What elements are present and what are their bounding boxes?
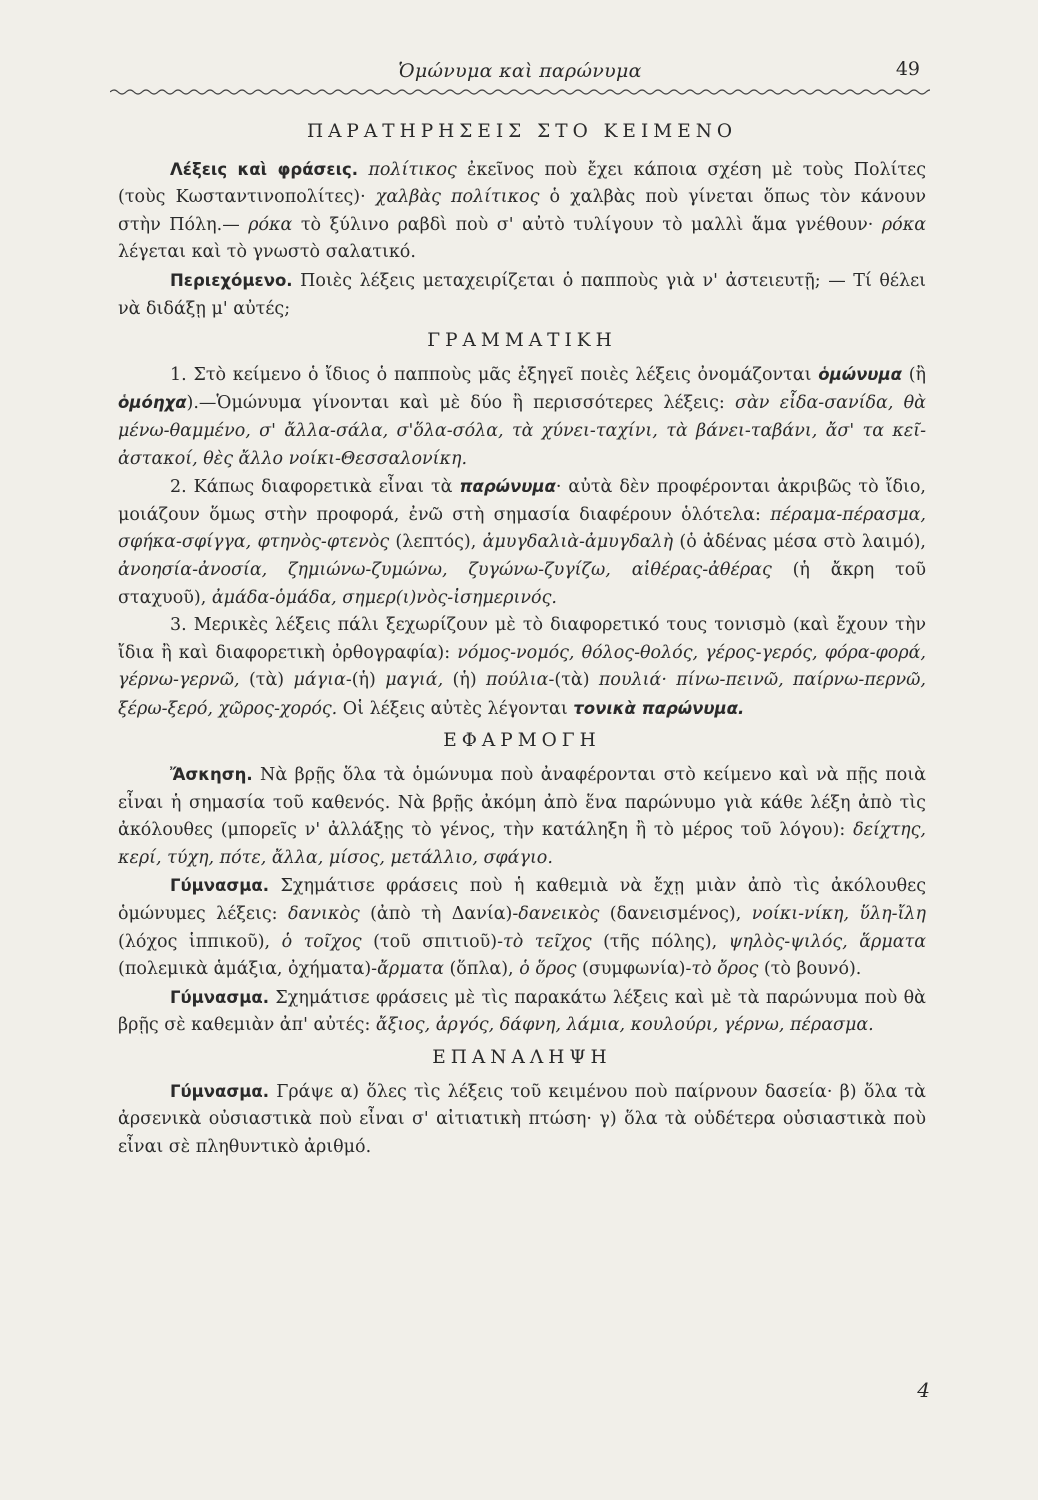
text-run: ὁ χαλβὰς ποὺ γίνεται ὅπως τὸν κάνουν στὴν Πόλη.— — [118, 187, 926, 235]
text-run: (ἡ) — [443, 670, 487, 691]
running-header — [110, 58, 930, 98]
text-run: ἄξιος, ἀργός, δάφνη, λάμια, κουλούρι, γέρνω, πέρασμα. — [375, 1015, 874, 1036]
text-run: σὰν εἶδα-σανίδα, θὰ μένω-θαμμένο, σ' ἄλλα-σάλα, σ'ὅλα-σόλα, τὰ χύνει-ταχίνι, τὰ βάνει-ταβάνι, ἄσ' τα κεῖ-ἀστακοί, θὲς ἄλλο νοίκι-Θεσσαλονίκη. — [118, 393, 926, 469]
text-run: (συμφωνία)- — [576, 959, 692, 980]
text-run: ψηλὸς-ψιλός, ἅρματα — [728, 931, 927, 952]
text-run: Νὰ βρῇς ὅλα τὰ ὁμώνυμα ποὺ ἀναφέρονται στὸ κείμενο καὶ νὰ πῇς ποιὰ εἶναι ἡ σημασία τοῦ καθενός. Νὰ βρῇς ἀκόμη ἀπὸ ἕνα παρώνυμο γιὰ κάθε λέξη ἀπὸ τὶς ἀκόλουθες (μπορεῖς ν' ἀλλάξῃς τὸ γένος, τὴν κατάληξη ἢ τὸ μέρος τοῦ λόγου): — [118, 765, 926, 841]
text-run: παρώνυμα — [459, 477, 556, 497]
text-run: νόμος-νομός, θόλος-θολός, γέρος-γερός, φόρα-φορά, γέρνω-γερνῶ, — [118, 642, 926, 691]
gymnasma-1-label: Γύμνασμα. — [170, 876, 269, 896]
review-gymnasma-text: Γράψε α) ὅλες τὶς λέξεις τοῦ κειμένου ποὺ παίρνουν δασεία· β) ὅλα τὰ ἀρσενικὰ οὐσιαστικὰ ποὺ εἶναι σ' αἰτιατικὴ πτώση· γ) ὅλα τὰ οὐδέτερα οὐσιαστικὰ ποὺ εἶναι σὲ πληθυντικὸ ἀριθμό. — [118, 1081, 926, 1157]
text-run: (τῆς πόλης), — [591, 931, 729, 952]
text-run: πουλιά· πίνω-πεινῶ, παίρνω-περνῶ, ξέρω-ξερό, χῶρος-χορός. — [118, 670, 926, 719]
askisi-label: Ἄσκηση. — [170, 765, 253, 785]
signature-folio: 4 — [917, 1378, 930, 1402]
text-run: ὁ τοῖχος — [281, 931, 362, 952]
text-run: ἀμάδα-ὁμάδα, σημερ(ι)νὸς-ἰσημερινός. — [211, 587, 557, 608]
periexomeno-text: Ποιὲς λέξεις μεταχειρίζεται ὁ παπποὺς γιὰ ν' ἀστειευτῇ; — Τί θέλει νὰ διδάξῃ μ' αὐτές; — [118, 270, 926, 319]
lexeis-label: Λέξεις καὶ φράσεις. — [170, 159, 359, 179]
text-run: (λόχος ἱππικοῦ), — [118, 931, 282, 952]
text-run: -(ἡ) — [345, 670, 386, 691]
text-run: ἐκεῖνος ποὺ ἔχει κάποια σχέση μὲ τοὺς Πολίτες (τοὺς Κωσταντινοπολίτες)· — [118, 159, 926, 208]
text-run: μάγια — [293, 670, 346, 691]
text-run: (τὰ) — [239, 670, 294, 691]
running-title: Ὁμώνυμα καὶ παρώνυμα — [398, 60, 642, 82]
text-run: ὁ ὅρος — [519, 959, 577, 980]
text-run: πέραμα-πέρασμα, σφήκα-σφίγγα, φτηνὸς-φτενὸς — [118, 504, 926, 553]
text-run: τὸ τεῖχος — [503, 931, 592, 952]
text-run: Σχημάτισε φράσεις ποὺ ἡ καθεμιὰ νὰ ἔχῃ μιὰν ἀπὸ τὶς ἀκόλουθες ὁμώνυμες λέξεις: — [118, 876, 926, 925]
grammar-paragraph-1 — [118, 361, 926, 473]
text-run — [358, 160, 368, 180]
text-run: ὁμόηχα — [118, 393, 187, 413]
askisi-paragraph — [118, 761, 926, 872]
text-run: (ἡ ἄκρη τοῦ σταχυοῦ), — [118, 559, 926, 608]
grammar-heading: ΓΡΑΜΜΑΤΙΚΗ — [427, 330, 617, 352]
notes-lexeis-paragraph — [118, 156, 926, 267]
text-run: χαλβὰς πολίτικος — [375, 187, 540, 208]
text-run: ἀνοησία-ἀνοσία, ζημιώνω-ζυμώνω, ζυγώνω-ζυγίζω, αἰθέρας-ἀθέρας — [118, 559, 772, 580]
text-run: 1. Στὸ κείμενο ὁ ἴδιος ὁ παπποὺς μᾶς ἐξηγεῖ ποιὲς λέξεις ὀνομάζονται — [170, 364, 819, 385]
text-run: Οἱ λέξεις αὐτὲς λέγονται — [337, 698, 574, 719]
text-run: νοίκι-νίκη, ὕλη-ἴλη — [751, 904, 927, 925]
wavy-rule-divider — [110, 86, 930, 98]
text-run: · αὐτὰ δὲν προφέρονται ἀκριβῶς τὸ ἴδιο, μοιάζουν ὅμως στὴν προφορά, ἐνῶ στὴ σημασία διαφέρουν ὁλότελα: — [118, 477, 926, 525]
text-run: 2. Κάπως διαφορετικὰ εἶναι τὰ — [170, 477, 460, 498]
text-run: ὁμώνυμα — [818, 364, 902, 384]
text-run: δανεικὸς — [518, 904, 600, 925]
text-run: λέγεται καὶ τὸ γνωστὸ σαλατικό. — [118, 242, 416, 263]
text-run: (δανεισμένος), — [599, 904, 752, 925]
grammar-paragraph-3 — [118, 612, 926, 723]
text-run: (ἢ — [901, 364, 927, 385]
text-run: τὸ ὄρος — [691, 959, 759, 980]
notes-heading: ΠΑΡΑΤΗΡΗΣΕΙΣ ΣΤΟ ΚΕΙΜΕΝΟ — [306, 121, 738, 142]
application-heading: ΕΦΑΡΜΟΓΗ — [443, 730, 601, 752]
text-run: τὸ ξύλινο ραβδὶ ποὺ σ' αὐτὸ τυλίγουν τὸ μαλλὶ ἅμα γνέθουν· — [292, 214, 882, 235]
text-run: Σχημάτισε φράσεις μὲ τὶς παρακάτω λέξεις καὶ μὲ τὰ παρώνυμα ποὺ θὰ βρῇς σὲ καθεμιὰν ἀπ' αὐτές: — [118, 987, 926, 1036]
gymnasma-2-paragraph — [118, 984, 926, 1040]
text-run: (τὸ βουνό). — [758, 959, 862, 980]
text-run: ).—Ὁμώνυμα γίνονται καὶ μὲ δύο ἢ περισσότερες λέξεις: — [186, 393, 736, 414]
text-run: δείχτης, κερί, τύχη, πότε, ἄλλα, μίσος, μετάλλιο, σφάγιο. — [118, 820, 926, 868]
review-gymnasma-label: Γύμνασμα. — [170, 1081, 269, 1101]
gymnasma-1-paragraph — [118, 872, 926, 983]
text-run: ρόκα — [881, 214, 927, 235]
text-run: ἄρματα — [377, 959, 444, 980]
review-heading: ΕΠΑΝΑΛΗΨΗ — [432, 1047, 612, 1068]
notes-periexomeno-paragraph — [118, 267, 926, 323]
text-run: (ὁ ἀδένας μέσα στὸ λαιμό), — [673, 532, 926, 553]
text-run: ἀμυγδαλιὰ-ἀμυγδαλὴ — [482, 532, 674, 553]
text-run: τονικὰ παρώνυμα. — [573, 698, 745, 718]
grammar-paragraph-2 — [118, 473, 926, 612]
text-run: πούλια — [486, 670, 549, 691]
gymnasma-2-label: Γύμνασμα. — [170, 987, 269, 1007]
text-run: (πολεμικὰ ἁμάξια, ὀχήματα)- — [118, 959, 378, 980]
text-run: δανικὸς — [287, 904, 360, 925]
text-run: (ἀπὸ τὴ Δανία)- — [359, 904, 519, 925]
page-number: 49 — [895, 58, 920, 80]
text-run: -(τὰ) — [548, 670, 599, 691]
text-run: ρόκα — [248, 214, 293, 235]
text-run: μαγιά, — [385, 670, 444, 691]
text-run: (λεπτός), — [389, 532, 483, 553]
text-run: (τοῦ σπιτιοῦ)- — [361, 931, 504, 952]
page-body — [118, 118, 926, 1161]
review-gymnasma-paragraph — [118, 1078, 926, 1162]
text-run: 3. Μερικὲς λέξεις πάλι ξεχωρίζουν μὲ τὸ διαφορετικό τους τονισμὸ (καὶ ἔχουν τὴν ἴδια ἢ καὶ διαφορετικὴ ὀρθογραφία): — [118, 615, 926, 663]
periexomeno-label: Περιεχόμενο. — [170, 270, 293, 290]
text-run: (ὅπλα), — [443, 959, 520, 980]
text-run: πολίτικος — [368, 159, 457, 180]
